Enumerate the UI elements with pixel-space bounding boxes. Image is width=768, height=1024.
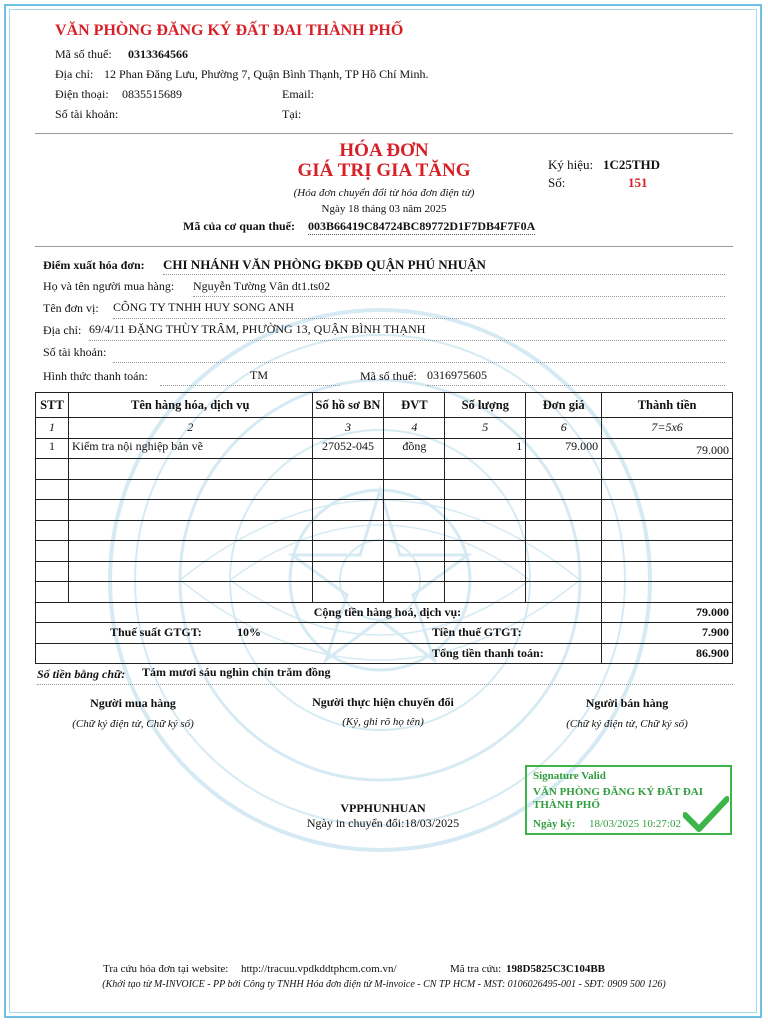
buyer-address-label: Địa chỉ: [43, 323, 82, 337]
row-quantity: 1 [445, 438, 526, 459]
index-cell: 6 [526, 418, 602, 439]
buyer-sign-note: (Chữ ký điện tử, Chữ ký số) [72, 718, 194, 730]
column-header: ĐVT [384, 393, 445, 418]
invoice-subtitle: (Hóa đơn chuyển đổi từ hóa đơn điện tử) [293, 187, 475, 199]
index-cell: 3 [312, 418, 384, 439]
index-cell: 4 [384, 418, 445, 439]
row-file-number: 27052-045 [312, 438, 384, 459]
vat-amount-label: Tiền thuế GTGT: [432, 625, 522, 639]
conversion-date: Ngày in chuyển đổi:18/03/2025 [306, 816, 460, 830]
buyer-address: 69/4/11 ĐẶNG THÙY TRÂM, PHƯỜNG 13, QUẬN BÌNH THẠNH [89, 322, 426, 336]
buyer-name: Nguyễn Tường Vân dt1.ts02 [193, 279, 331, 293]
unit-label: Tên đơn vị: [43, 301, 99, 315]
index-cell: 2 [68, 418, 312, 439]
total-amount: 86.900 [602, 643, 733, 664]
index-cell: 5 [445, 418, 526, 439]
seller-bank-label: Tại: [282, 107, 302, 121]
table-row-empty [36, 582, 733, 603]
seller-sign-note: (Chữ ký điện tử, Chữ ký số) [566, 718, 688, 730]
lookup-label: Tra cứu hóa đơn tại website: [103, 963, 229, 975]
vat-rate: 10% [237, 625, 261, 639]
seller-account-label: Số tài khoản: [55, 107, 119, 121]
checkmark-icon [683, 795, 729, 833]
invoice-title: HÓA ĐƠN [339, 140, 429, 161]
buyer-unit: CÔNG TY TNHH HUY SONG ANH [113, 300, 295, 314]
table-row-empty [36, 561, 733, 582]
amount-words: Tám mươi sáu nghìn chín trăm đồng [142, 665, 331, 679]
row-stt: 1 [36, 438, 69, 459]
column-header: Đơn giá [526, 393, 602, 418]
amount-words-label: Số tiền bằng chữ: [37, 667, 126, 681]
row-unit-price: 79.000 [526, 438, 602, 459]
seller-phone: 0835515689 [122, 87, 182, 101]
signature-valid-box [525, 765, 732, 835]
converter-sign-note: (Ký, ghi rõ họ tên) [342, 716, 424, 728]
vat-rate-label: Thuế suất GTGT: [110, 625, 202, 639]
provider-note: (Khởi tạo từ M-INVOICE - PP bởi Công ty TNHH Hóa đơn điện tử M-invoice - CN TP HCM - MST: 0106026495-001 - SĐT: 0909 500 126) [102, 979, 666, 990]
seller-tax-label: Mã số thuế: [55, 47, 112, 61]
invoice-date: Ngày 18 tháng 03 năm 2025 [321, 203, 447, 215]
lookup-code: 198D5825C3C104BB [506, 963, 606, 975]
issue-point: CHI NHÁNH VĂN PHÒNG ĐKĐĐ QUẬN PHÚ NHUẬN [163, 257, 486, 272]
seller-tax-code: 0313364566 [128, 47, 188, 61]
subtotal-label: Cộng tiền hàng hoá, dịch vụ: [36, 602, 602, 623]
index-cell: 1 [36, 418, 69, 439]
lookup-code-label: Mã tra cứu: [450, 963, 502, 975]
row-unit: đồng [384, 438, 445, 459]
vat-row [36, 623, 733, 644]
buyer-sign-title: Người mua hàng [90, 696, 176, 710]
total-row [36, 643, 733, 664]
seller-address-label: Địa chỉ: [55, 67, 94, 81]
converter-sign-title: Người thực hiện chuyển đổi [312, 695, 454, 709]
issue-point-label: Điểm xuất hóa đơn: [43, 258, 145, 272]
table-row-empty [36, 500, 733, 521]
symbol-label: Ký hiệu: [548, 157, 594, 172]
seller-sign-title: Người bán hàng [585, 696, 669, 710]
payment-label: Hình thức thanh toán: [43, 369, 148, 383]
subtotal-row [36, 602, 733, 623]
buyer-account-label: Số tài khoản: [43, 345, 107, 359]
table-index-row [36, 418, 733, 439]
column-header: Số hồ sơ BN [312, 393, 384, 418]
signature-signer: VĂN PHÒNG ĐĂNG KÝ ĐẤT ĐAI THÀNH PHỐ [533, 786, 703, 811]
buyer-name-label: Họ và tên người mua hàng: [43, 279, 175, 293]
invoice-number: 151 [628, 175, 648, 190]
divider-title [35, 246, 733, 247]
authority-code: 003B66419C84724BC89772D1F7DB4F7F0A [308, 219, 536, 233]
signature-date: 18/03/2025 10:27:02 [589, 818, 681, 830]
column-header: Tên hàng hóa, dịch vụ [68, 393, 312, 418]
invoice-symbol: 1C25THD [603, 157, 661, 172]
number-label: Số: [548, 175, 566, 190]
table-row [36, 438, 733, 459]
table-header-row [36, 393, 733, 418]
seller-email-label: Email: [282, 87, 314, 101]
payment-method: TM [250, 368, 268, 382]
seller-address: 12 Phan Đăng Lưu, Phường 7, Quận Bình Thạnh, TP Hồ Chí Minh. [104, 67, 429, 81]
row-amount: 79.000 [602, 438, 733, 459]
subtotal-value: 79.000 [602, 602, 733, 623]
signature-status: Signature Valid [533, 770, 606, 782]
authority-code-label: Mã của cơ quan thuế: [183, 219, 295, 233]
column-header: Số lượng [445, 393, 526, 418]
buyer-tax-code: 0316975605 [427, 368, 487, 382]
table-row-empty [36, 459, 733, 480]
row-item-name: Kiểm tra nội nghiệp bản vẽ [68, 438, 312, 459]
items-table [35, 392, 733, 664]
total-label: Tổng tiền thanh toán: [432, 645, 544, 660]
column-header: Thành tiền [602, 393, 733, 418]
table-row-empty [36, 520, 733, 541]
seller-name: VĂN PHÒNG ĐĂNG KÝ ĐẤT ĐAI THÀNH PHỐ [55, 22, 404, 39]
lookup-url[interactable]: http://tracuu.vpdkddtphcm.com.vn/ [241, 963, 397, 975]
invoice-title-vat: GIÁ TRỊ GIA TĂNG [297, 160, 471, 181]
vat-amount: 7.900 [602, 623, 733, 644]
table-row-empty [36, 479, 733, 500]
signature-date-label: Ngày ký: [533, 818, 576, 830]
index-cell: 7=5x6 [602, 418, 733, 439]
divider-top [35, 133, 733, 134]
seller-phone-label: Điện thoại: [55, 87, 109, 101]
table-row-empty [36, 541, 733, 562]
buyer-tax-label: Mã số thuế: [360, 369, 417, 383]
converter-name: VPPHUNHUAN [340, 801, 426, 815]
column-header: STT [36, 393, 69, 418]
